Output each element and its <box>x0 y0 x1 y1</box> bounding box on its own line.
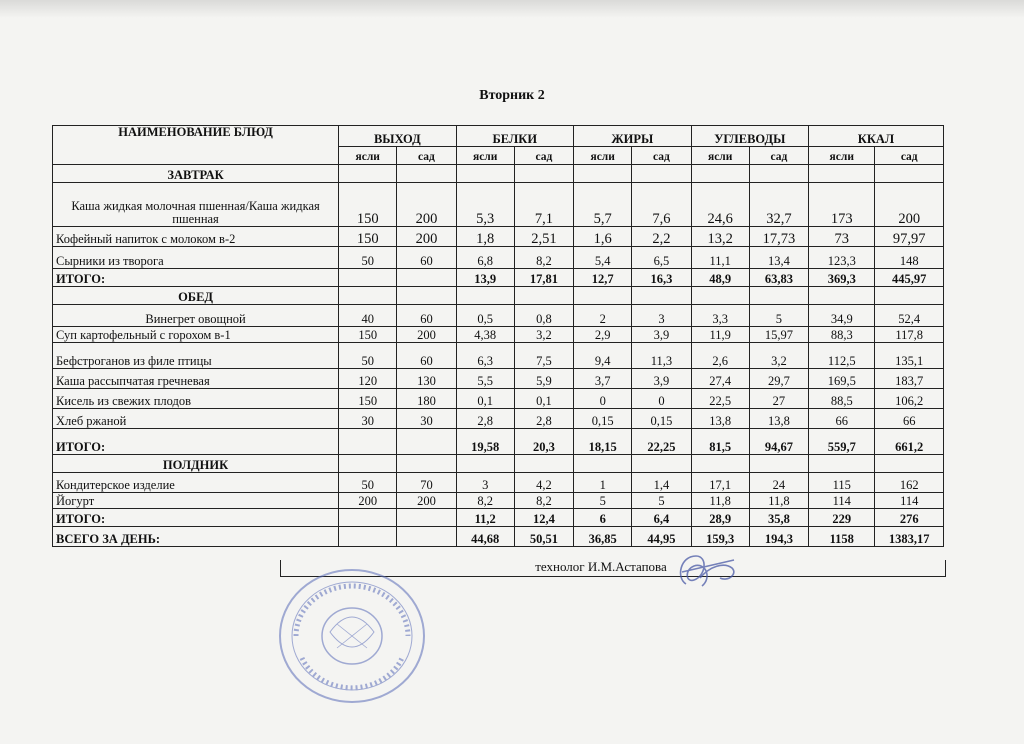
value-cell: 60 <box>397 343 456 369</box>
total-value: 445,97 <box>875 269 944 287</box>
value-cell: 0,5 <box>456 305 514 327</box>
total-value: 194,3 <box>749 527 808 547</box>
value-cell: 0 <box>632 389 691 409</box>
value-cell: 3,9 <box>632 369 691 389</box>
dish-name: Кисель из свежих плодов <box>53 389 339 409</box>
value-cell: 114 <box>809 493 875 509</box>
value-cell: 34,9 <box>809 305 875 327</box>
total-value: 6 <box>574 509 632 527</box>
header-kcal: ККАЛ <box>809 126 944 147</box>
value-cell: 3,3 <box>691 305 749 327</box>
value-cell: 24,6 <box>691 183 749 227</box>
total-value: 12,4 <box>514 509 573 527</box>
total-label: ИТОГО: <box>53 429 339 455</box>
day-total-label: ВСЕГО ЗА ДЕНЬ: <box>53 527 339 547</box>
total-row-snack <box>53 509 944 527</box>
section-title-lunch: ОБЕД <box>53 287 339 305</box>
total-value: 369,3 <box>809 269 875 287</box>
value-cell: 97,97 <box>875 227 944 247</box>
value-cell: 162 <box>875 473 944 493</box>
value-cell: 148 <box>875 247 944 269</box>
value-cell: 0,8 <box>514 305 573 327</box>
total-label: ИТОГО: <box>53 509 339 527</box>
value-cell: 200 <box>339 493 397 509</box>
total-value: 661,2 <box>875 429 944 455</box>
value-cell: 6,8 <box>456 247 514 269</box>
value-cell: 2,8 <box>514 409 573 429</box>
dish-name: Каша жидкая молочная пшенная/Каша жидкая пшенная <box>53 183 339 227</box>
total-row-day <box>53 527 944 547</box>
dish-name: Винегрет овощной <box>53 305 339 327</box>
value-cell: 150 <box>339 227 397 247</box>
value-cell: 5,7 <box>574 183 632 227</box>
value-cell: 4,2 <box>514 473 573 493</box>
total-value: 1158 <box>809 527 875 547</box>
value-cell: 5,5 <box>456 369 514 389</box>
total-value: 16,3 <box>632 269 691 287</box>
value-cell: 11,8 <box>749 493 808 509</box>
table-row <box>53 327 944 343</box>
value-cell: 5,3 <box>456 183 514 227</box>
value-cell: 2,9 <box>574 327 632 343</box>
value-cell: 180 <box>397 389 456 409</box>
value-cell: 8,2 <box>456 493 514 509</box>
dish-name: Йогурт <box>53 493 339 509</box>
value-cell: 3,9 <box>632 327 691 343</box>
value-cell: 150 <box>339 183 397 227</box>
table-row <box>53 473 944 493</box>
value-cell: 1,8 <box>456 227 514 247</box>
value-cell: 60 <box>397 305 456 327</box>
total-value: 1383,17 <box>875 527 944 547</box>
total-value: 48,9 <box>691 269 749 287</box>
section-row-snack <box>53 455 944 473</box>
subheader-cell: ясли <box>574 147 632 165</box>
table-row <box>53 247 944 269</box>
value-cell: 115 <box>809 473 875 493</box>
value-cell: 173 <box>809 183 875 227</box>
value-cell: 9,4 <box>574 343 632 369</box>
total-row-breakfast <box>53 269 944 287</box>
value-cell: 0,15 <box>574 409 632 429</box>
value-cell: 66 <box>875 409 944 429</box>
total-value: 28,9 <box>691 509 749 527</box>
value-cell: 50 <box>339 343 397 369</box>
value-cell: 13,2 <box>691 227 749 247</box>
table-row <box>53 389 944 409</box>
value-cell: 2,2 <box>632 227 691 247</box>
value-cell: 40 <box>339 305 397 327</box>
total-value: 35,8 <box>749 509 808 527</box>
total-label: ИТОГО: <box>53 269 339 287</box>
value-cell: 200 <box>397 493 456 509</box>
value-cell: 50 <box>339 247 397 269</box>
subheader-cell: сад <box>514 147 573 165</box>
subheader-cell: сад <box>632 147 691 165</box>
value-cell: 17,73 <box>749 227 808 247</box>
dish-name: Каша рассыпчатая гречневая <box>53 369 339 389</box>
value-cell: 120 <box>339 369 397 389</box>
header-output: ВЫХОД <box>339 126 456 147</box>
value-cell: 5,4 <box>574 247 632 269</box>
value-cell: 15,97 <box>749 327 808 343</box>
value-cell: 7,5 <box>514 343 573 369</box>
dish-name: Хлеб ржаной <box>53 409 339 429</box>
value-cell: 3,2 <box>514 327 573 343</box>
total-value: 12,7 <box>574 269 632 287</box>
value-cell: 3 <box>456 473 514 493</box>
value-cell: 4,38 <box>456 327 514 343</box>
dish-name: Сырники из творога <box>53 247 339 269</box>
section-title-snack: ПОЛДНИК <box>53 455 339 473</box>
total-value: 44,68 <box>456 527 514 547</box>
dish-name: Кофейный напиток с молоком в-2 <box>53 227 339 247</box>
subheader-cell: ясли <box>456 147 514 165</box>
value-cell: 27 <box>749 389 808 409</box>
value-cell: 130 <box>397 369 456 389</box>
signature-icon <box>672 548 742 592</box>
value-cell: 200 <box>397 183 456 227</box>
dish-name: Бефстроганов из филе птицы <box>53 343 339 369</box>
header-name: НАИМЕНОВАНИЕ БЛЮД <box>53 126 339 165</box>
technologist-name: технолог И.М.Астапова <box>535 559 667 574</box>
scan-edge <box>0 0 1024 18</box>
value-cell: 1,6 <box>574 227 632 247</box>
total-value: 19,58 <box>456 429 514 455</box>
value-cell: 88,5 <box>809 389 875 409</box>
value-cell: 30 <box>339 409 397 429</box>
value-cell: 1 <box>574 473 632 493</box>
table-row <box>53 343 944 369</box>
value-cell: 5 <box>574 493 632 509</box>
value-cell: 5 <box>749 305 808 327</box>
table-row <box>53 493 944 509</box>
total-value: 94,67 <box>749 429 808 455</box>
section-row-breakfast <box>53 165 944 183</box>
value-cell: 183,7 <box>875 369 944 389</box>
table-row <box>53 369 944 389</box>
subheader-cell: ясли <box>691 147 749 165</box>
subheader-cell: ясли <box>339 147 397 165</box>
value-cell: 2 <box>574 305 632 327</box>
total-value: 36,85 <box>574 527 632 547</box>
value-cell: 2,51 <box>514 227 573 247</box>
total-value: 159,3 <box>691 527 749 547</box>
value-cell: 117,8 <box>875 327 944 343</box>
table-row <box>53 305 944 327</box>
value-cell: 6,3 <box>456 343 514 369</box>
table-row <box>53 409 944 429</box>
value-cell: 30 <box>397 409 456 429</box>
header-row <box>53 126 944 147</box>
value-cell: 200 <box>397 327 456 343</box>
value-cell: 3,7 <box>574 369 632 389</box>
value-cell: 6,5 <box>632 247 691 269</box>
total-value: 559,7 <box>809 429 875 455</box>
subheader-cell: сад <box>749 147 808 165</box>
total-value: 229 <box>809 509 875 527</box>
value-cell: 66 <box>809 409 875 429</box>
value-cell: 123,3 <box>809 247 875 269</box>
value-cell: 1,4 <box>632 473 691 493</box>
value-cell: 11,1 <box>691 247 749 269</box>
value-cell: 5 <box>632 493 691 509</box>
total-value: 276 <box>875 509 944 527</box>
value-cell: 13,8 <box>691 409 749 429</box>
header-fats: ЖИРЫ <box>574 126 691 147</box>
value-cell: 3,2 <box>749 343 808 369</box>
page-title: Вторник 2 <box>479 88 545 103</box>
header-carbs: УГЛЕВОДЫ <box>691 126 808 147</box>
value-cell: 150 <box>339 389 397 409</box>
value-cell: 169,5 <box>809 369 875 389</box>
value-cell: 13,4 <box>749 247 808 269</box>
total-value: 50,51 <box>514 527 573 547</box>
section-title-breakfast: ЗАВТРАК <box>53 165 339 183</box>
value-cell: 5,9 <box>514 369 573 389</box>
value-cell: 11,9 <box>691 327 749 343</box>
value-cell: 200 <box>875 183 944 227</box>
value-cell: 73 <box>809 227 875 247</box>
value-cell: 50 <box>339 473 397 493</box>
value-cell: 8,2 <box>514 493 573 509</box>
value-cell: 0,1 <box>514 389 573 409</box>
value-cell: 60 <box>397 247 456 269</box>
value-cell: 88,3 <box>809 327 875 343</box>
value-cell: 32,7 <box>749 183 808 227</box>
total-value: 13,9 <box>456 269 514 287</box>
total-value: 63,83 <box>749 269 808 287</box>
value-cell: 114 <box>875 493 944 509</box>
total-value: 6,4 <box>632 509 691 527</box>
value-cell: 135,1 <box>875 343 944 369</box>
total-value: 81,5 <box>691 429 749 455</box>
value-cell: 106,2 <box>875 389 944 409</box>
value-cell: 70 <box>397 473 456 493</box>
dish-name: Суп картофельный с горохом в-1 <box>53 327 339 343</box>
value-cell: 3 <box>632 305 691 327</box>
total-value: 18,15 <box>574 429 632 455</box>
value-cell: 7,6 <box>632 183 691 227</box>
round-seal-stamp-icon <box>272 562 432 710</box>
value-cell: 0,15 <box>632 409 691 429</box>
value-cell: 52,4 <box>875 305 944 327</box>
table-row <box>53 183 944 227</box>
value-cell: 7,1 <box>514 183 573 227</box>
value-cell: 11,3 <box>632 343 691 369</box>
value-cell: 13,8 <box>749 409 808 429</box>
subheader-cell: сад <box>397 147 456 165</box>
value-cell: 0,1 <box>456 389 514 409</box>
value-cell: 112,5 <box>809 343 875 369</box>
dish-name: Кондитерское изделие <box>53 473 339 493</box>
total-value: 17,81 <box>514 269 573 287</box>
value-cell: 11,8 <box>691 493 749 509</box>
value-cell: 17,1 <box>691 473 749 493</box>
table-row <box>53 227 944 247</box>
total-value: 11,2 <box>456 509 514 527</box>
value-cell: 27,4 <box>691 369 749 389</box>
value-cell: 2,8 <box>456 409 514 429</box>
total-value: 20,3 <box>514 429 573 455</box>
total-row-lunch <box>53 429 944 455</box>
total-value: 22,25 <box>632 429 691 455</box>
subheader-cell: ясли <box>809 147 875 165</box>
value-cell: 2,6 <box>691 343 749 369</box>
value-cell: 0 <box>574 389 632 409</box>
value-cell: 29,7 <box>749 369 808 389</box>
value-cell: 150 <box>339 327 397 343</box>
section-row-lunch <box>53 287 944 305</box>
value-cell: 22,5 <box>691 389 749 409</box>
subheader-cell: сад <box>875 147 944 165</box>
total-value: 44,95 <box>632 527 691 547</box>
value-cell: 24 <box>749 473 808 493</box>
header-proteins: БЕЛКИ <box>456 126 574 147</box>
value-cell: 8,2 <box>514 247 573 269</box>
value-cell: 200 <box>397 227 456 247</box>
menu-table <box>52 125 944 547</box>
